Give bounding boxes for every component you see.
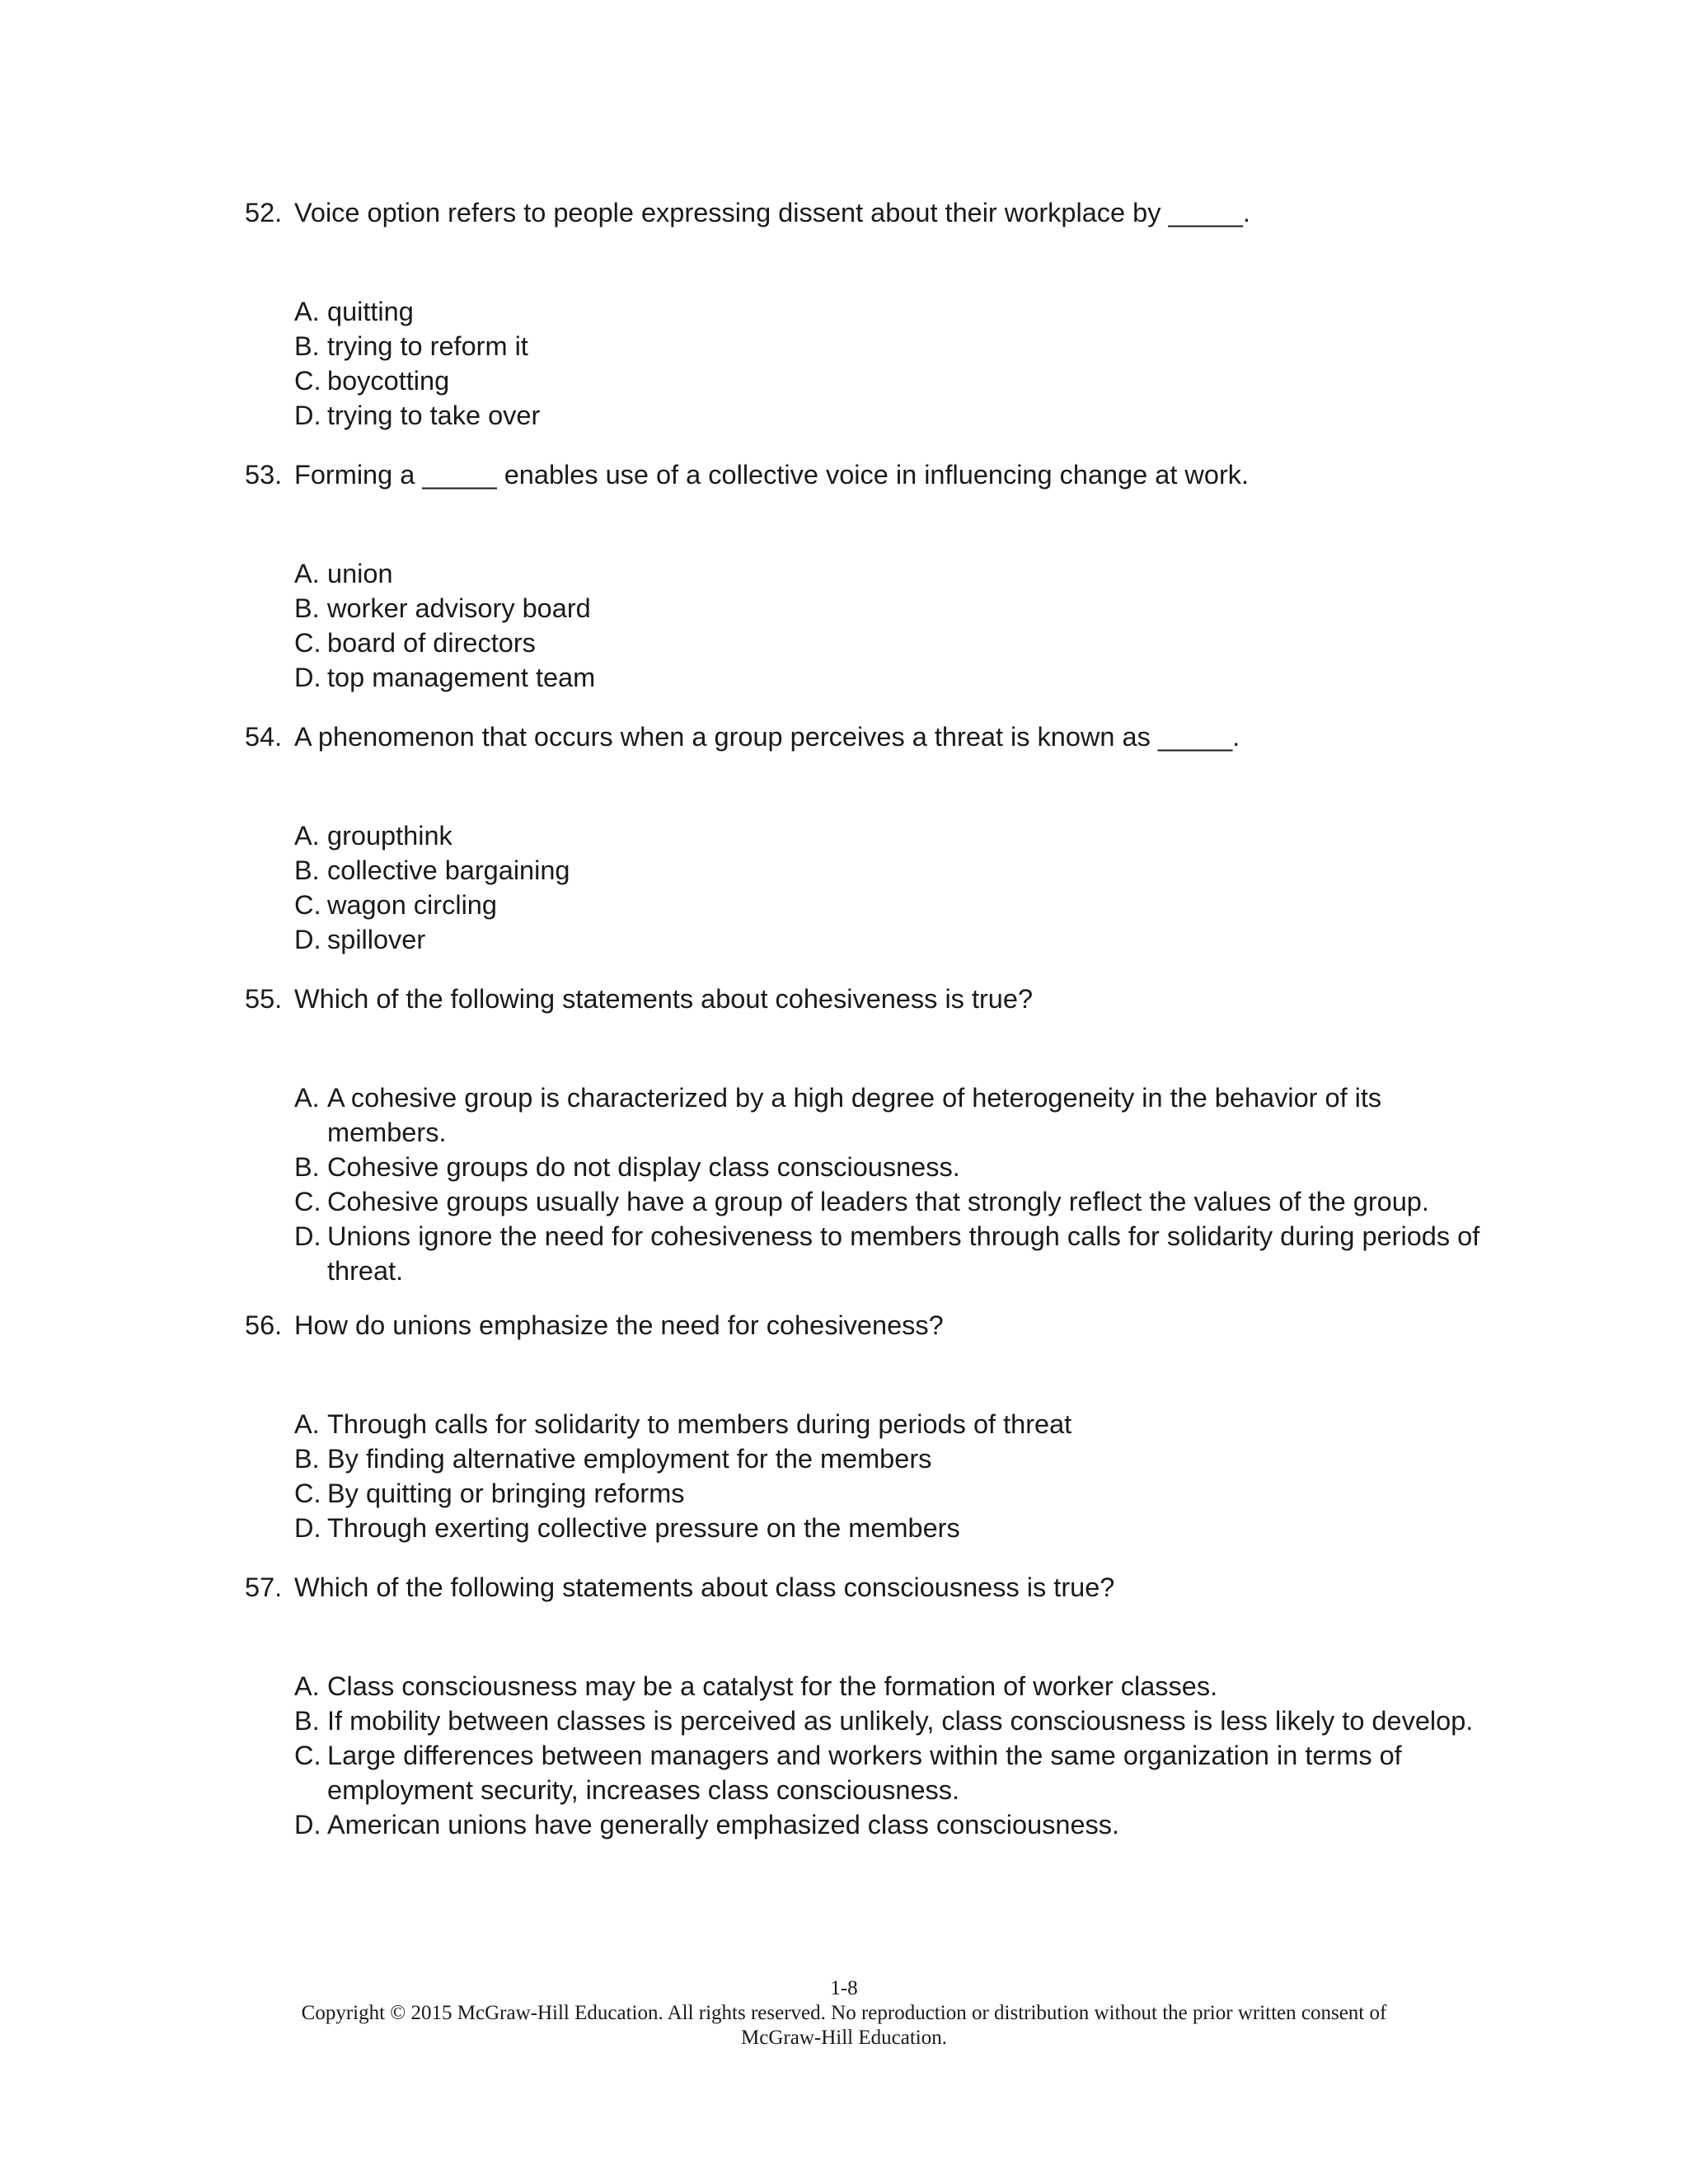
option-text: quitting — [327, 297, 414, 326]
option-text: Large differences between managers and workers within the same organization in terms of employment security, increases class consciousness. — [327, 1741, 1402, 1805]
question-text: How do unions emphasize the need for cohesiveness? — [294, 1310, 944, 1340]
option-letter: B. — [294, 331, 320, 361]
answer-option-b — [294, 329, 1481, 363]
question-number: 56. — [245, 1310, 283, 1340]
copyright-notice-line-2: McGraw-Hill Education. — [741, 2027, 947, 2049]
option-text: top management team — [327, 663, 596, 692]
option-letter: A. — [294, 1409, 320, 1439]
option-letter: A. — [294, 559, 320, 588]
answer-option-d — [294, 922, 1481, 957]
question-text: Which of the following statements about cohesiveness is true? — [294, 984, 1034, 1014]
question-stem — [245, 195, 1481, 230]
option-text: If mobility between classes is perceived as unlikely, class consciousness is less likely to develop. — [327, 1706, 1474, 1736]
option-text: trying to reform it — [327, 331, 528, 361]
answer-option-a — [294, 818, 1481, 853]
option-text: boycotting — [327, 366, 450, 396]
option-letter: D. — [294, 925, 321, 954]
question-54 — [245, 719, 1481, 957]
option-letter: A. — [294, 1083, 320, 1113]
answer-options — [294, 1080, 1481, 1288]
answer-option-a — [294, 1080, 1481, 1150]
option-letter: B. — [294, 1152, 320, 1182]
question-text: Which of the following statements about class consciousness is true? — [294, 1572, 1115, 1602]
option-text: Class consciousness may be a catalyst for the formation of worker classes. — [327, 1671, 1218, 1701]
question-55 — [245, 982, 1481, 1288]
option-text: By quitting or bringing reforms — [327, 1479, 685, 1508]
answer-option-d — [294, 1219, 1481, 1288]
page-number: 1-8 — [830, 1977, 858, 1999]
answer-option-c — [294, 1184, 1481, 1219]
answer-option-c — [294, 363, 1481, 398]
option-text: worker advisory board — [327, 593, 591, 623]
answer-option-b — [294, 1150, 1481, 1184]
option-letter: A. — [294, 1671, 320, 1701]
question-52 — [245, 195, 1481, 433]
option-letter: D. — [294, 401, 321, 430]
option-text: groupthink — [327, 821, 452, 851]
option-letter: B. — [294, 1706, 320, 1736]
page-footer — [0, 1976, 1688, 2050]
answer-options — [294, 1407, 1481, 1545]
answer-option-c — [294, 1738, 1481, 1807]
copyright-notice-line-1: Copyright © 2015 McGraw-Hill Education. All rights reserved. No reproduction or distribution without the prior written consent of — [301, 2002, 1387, 2024]
question-53 — [245, 457, 1481, 695]
option-letter: C. — [294, 1479, 321, 1508]
question-text: A phenomenon that occurs when a group perceives a threat is known as _____. — [294, 722, 1240, 752]
question-56 — [245, 1308, 1481, 1545]
option-letter: C. — [294, 1741, 321, 1770]
answer-option-d — [294, 398, 1481, 433]
option-text: Unions ignore the need for cohesiveness to members through calls for solidarity during periods of threat. — [327, 1221, 1480, 1286]
option-text: trying to take over — [327, 401, 541, 430]
option-text: Cohesive groups do not display class consciousness. — [327, 1152, 960, 1182]
answer-option-a — [294, 1669, 1481, 1704]
option-text: board of directors — [327, 628, 536, 658]
question-stem — [245, 1570, 1481, 1605]
option-letter: A. — [294, 821, 320, 851]
option-letter: D. — [294, 1221, 321, 1251]
answer-option-c — [294, 1476, 1481, 1511]
question-number: 52. — [245, 198, 283, 227]
option-text: Through exerting collective pressure on the members — [327, 1513, 960, 1543]
answer-option-a — [294, 294, 1481, 329]
answer-options — [294, 1669, 1481, 1842]
answer-option-b — [294, 1704, 1481, 1738]
answer-options — [294, 556, 1481, 695]
option-letter: D. — [294, 1513, 321, 1543]
option-letter: B. — [294, 855, 320, 885]
question-number: 55. — [245, 984, 283, 1014]
option-letter: C. — [294, 366, 321, 396]
option-letter: C. — [294, 890, 321, 920]
answer-option-b — [294, 1441, 1481, 1476]
option-text: Cohesive groups usually have a group of leaders that strongly reflect the values of the group. — [327, 1187, 1429, 1216]
option-letter: D. — [294, 663, 321, 692]
question-number: 53. — [245, 460, 283, 490]
option-text: A cohesive group is characterized by a high degree of heterogeneity in the behavior of its members. — [327, 1083, 1382, 1147]
option-letter: C. — [294, 628, 321, 658]
question-stem — [245, 719, 1481, 754]
option-text: American unions have generally emphasized class consciousness. — [327, 1810, 1120, 1840]
option-letter: D. — [294, 1810, 321, 1840]
question-57 — [245, 1570, 1481, 1842]
answer-option-d — [294, 1807, 1481, 1842]
question-stem — [245, 457, 1481, 492]
question-number: 54. — [245, 722, 283, 752]
option-text: wagon circling — [327, 890, 497, 920]
answer-options — [294, 818, 1481, 957]
question-stem — [245, 1308, 1481, 1343]
option-letter: C. — [294, 1187, 321, 1216]
answer-option-a — [294, 556, 1481, 591]
option-text: union — [327, 559, 393, 588]
answer-option-d — [294, 660, 1481, 695]
answer-option-c — [294, 888, 1481, 922]
question-text: Forming a _____ enables use of a collective voice in influencing change at work. — [294, 460, 1250, 490]
option-text: By finding alternative employment for the members — [327, 1444, 932, 1474]
option-text: spillover — [327, 925, 426, 954]
question-stem — [245, 982, 1481, 1016]
answer-option-b — [294, 853, 1481, 888]
answer-option-b — [294, 591, 1481, 626]
option-text: collective bargaining — [327, 855, 570, 885]
question-text: Voice option refers to people expressing dissent about their workplace by _____. — [294, 198, 1250, 227]
option-letter: B. — [294, 593, 320, 623]
answer-option-d — [294, 1511, 1481, 1545]
option-letter: A. — [294, 297, 320, 326]
answer-option-a — [294, 1407, 1481, 1441]
option-letter: B. — [294, 1444, 320, 1474]
answer-option-c — [294, 626, 1481, 660]
answer-options — [294, 294, 1481, 433]
question-number: 57. — [245, 1572, 283, 1602]
option-text: Through calls for solidarity to members during periods of threat — [327, 1409, 1072, 1439]
